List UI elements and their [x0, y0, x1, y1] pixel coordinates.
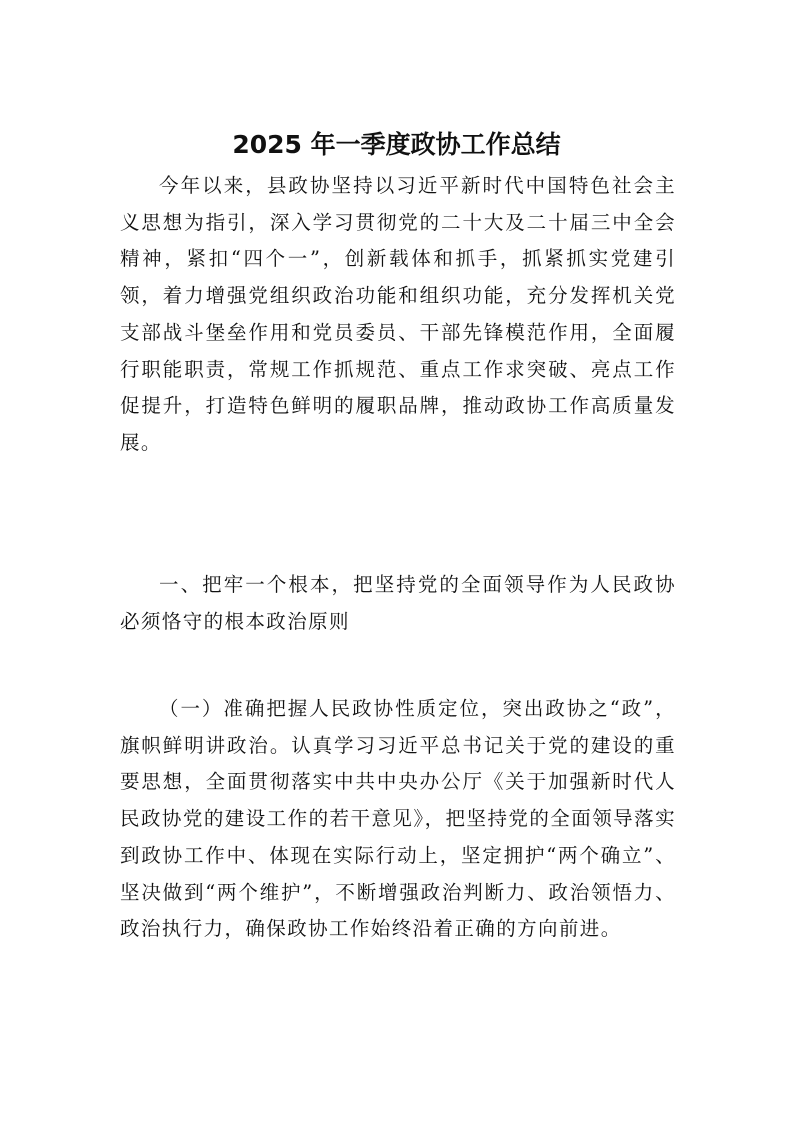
- subsection-paragraph-1: （一）准确把握人民政协性质定位，突出政协之“政”，旗帜鲜明讲政治。认真学习习近平总书记关于党的建设的重要思想，全面贯彻落实中共中央办公厅《关于加强新时代人民政协党的建设工作的若干意见》，把坚持党的全面领导落实到政协工作中、体现在实际行动上，坚定拥护“两个确立”、坚决做到“两个维护”，不断增强政治判断力、政治领悟力、政治执行力，确保政协工作始终沿着正确的方向前进。: [120, 697, 676, 941]
- document-title: 2025 年一季度政协工作总结: [232, 130, 561, 159]
- section-heading-1: 一、把牢一个根本，把坚持党的全面领导作为人民政协必须恪守的根本政治原则: [120, 573, 676, 633]
- intro-paragraph: 今年以来，县政协坚持以习近平新时代中国特色社会主义思想为指引，深入学习贯彻党的二十大及二十届三中全会精神，紧扣“四个一”，创新载体和抓手，抓紧抓实党建引领，着力增强党组织政治功能和组织功能，充分发挥机关党支部战斗堡垒作用和党员委员、干部先锋模范作用，全面履行职能职责，常规工作抓规范、重点工作求突破、亮点工作促提升，打造特色鲜明的履职品牌，推动政协工作高质量发展。: [120, 174, 676, 454]
